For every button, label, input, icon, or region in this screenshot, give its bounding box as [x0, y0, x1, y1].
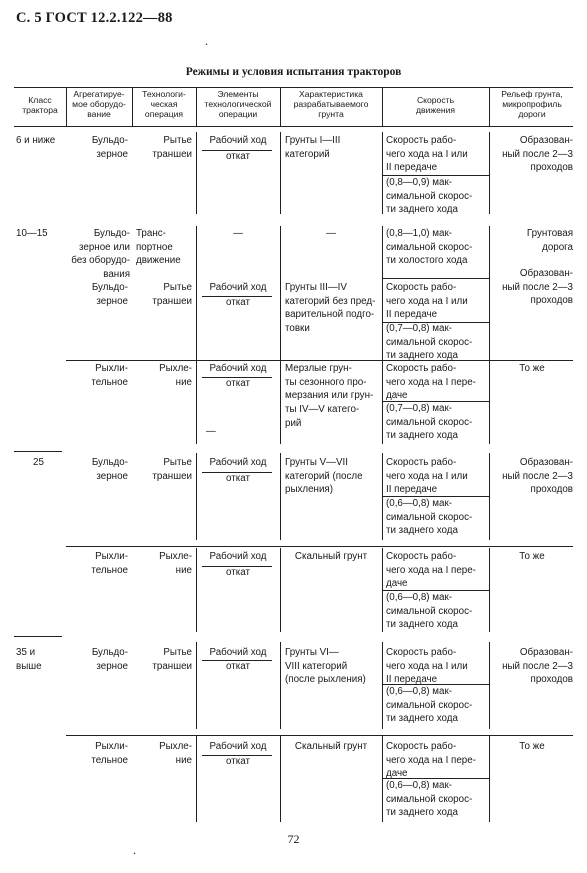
element-return: откат [226, 567, 250, 578]
element-work: Рабочий ход [209, 741, 267, 752]
equipment-cell: Рыхли- тельное [91, 741, 128, 766]
speed-reverse: (0,7—0,8) мак- симальной скорос- ти заднего хода [386, 323, 473, 362]
element-work: Рабочий ход [209, 551, 267, 562]
speed-reverse: (0,6—0,8) мак- симальной скорос- ти заднего хода [386, 498, 473, 537]
operation-cell: Рытье траншеи [152, 135, 192, 160]
speed-reverse: (0,7—0,8) мак- симальной скорос- ти заднего хода [386, 403, 473, 442]
element-work: Рабочий ход [209, 282, 267, 293]
col-header-elements: Элементы технологической операции [204, 89, 272, 119]
page-number: 72 [287, 832, 300, 846]
operation-cell: Транс- портное движение [136, 228, 181, 267]
speed-work: Скорость рабо- чего хода на I или II передаче [386, 135, 468, 174]
element-return: откат [226, 661, 250, 672]
element-return: откат [226, 473, 250, 484]
soil-cell: Грунты III—IV категорий без пред- варительной подго- товки [285, 282, 376, 335]
relief-cell: Образован- ный после 2—3 проходов [502, 268, 573, 307]
speed-work: Скорость рабо- чего хода на I пере- даче [386, 551, 476, 590]
class-cell: 35 и выше [16, 647, 42, 672]
col-header-speed: Скорость движения [415, 95, 456, 115]
col-header-relief: Рельеф грунта, микропрофиль дороги [501, 89, 563, 119]
speed-reverse: (0,8—0,9) мак- симальной скорос- ти заднего хода [386, 177, 473, 216]
soil-cell: Мерзлые грун- ты сезонного про- мерзания или грун- ты IV—V катего- рий [285, 363, 374, 429]
speed-reverse: (0,6—0,8) мак- симальной скорос- ти заднего хода [386, 592, 473, 631]
equipment-cell: Бульдо- зерное [91, 282, 128, 307]
stray-dash: — [206, 426, 216, 437]
element-dash: — [233, 228, 243, 239]
element-return: откат [226, 378, 250, 389]
soil-cell: Грунты I—III категорий [285, 135, 341, 160]
relief-cell: Образован- ный после 2—3 проходов [502, 647, 573, 686]
element-return: откат [226, 151, 250, 162]
class-cell: 6 и ниже [16, 135, 56, 146]
col-header-equipment: Агрегатируе- мое оборудо- вание [72, 89, 126, 119]
element-work: Рабочий ход [209, 363, 267, 374]
operation-cell: Рытье траншеи [152, 282, 192, 307]
soil-cell: Грунты V—VII категорий (после рыхления) [285, 457, 363, 496]
stray-mark: . [133, 843, 136, 857]
col-header-operation: Технологи- ческая операция [142, 89, 186, 119]
speed-idle: (0,8—1,0) мак- симальной скорос- ти холостого хода [386, 228, 473, 267]
speed-reverse: (0,6—0,8) мак- симальной скорос- ти заднего хода [386, 780, 473, 819]
operation-cell: Рыхле- ние [159, 741, 192, 766]
operation-cell: Рытье траншеи [152, 647, 192, 672]
equipment-cell: Бульдо- зерное или без оборудо- вания [71, 228, 130, 281]
relief-cell: Грунтовая дорога [526, 228, 573, 253]
col-header-soil: Характеристика разрабатываемого грунта [293, 89, 369, 119]
soil-cell: Грунты VI— VIII категорий (после рыхления) [285, 647, 366, 686]
relief-cell: Образован- ный после 2—3 проходов [502, 135, 573, 174]
soil-cell: Скальный грунт [294, 551, 368, 562]
relief-cell: То же [519, 741, 545, 752]
speed-work: Скорость рабо- чего хода на I пере- даче [386, 363, 476, 402]
page-header: С. 5 ГОСТ 12.2.122—88 [16, 10, 173, 26]
stray-mark: . [205, 34, 208, 48]
class-cell: 25 [33, 457, 44, 468]
equipment-cell: Бульдо- зерное [91, 647, 128, 672]
speed-reverse: (0,6—0,8) мак- симальной скорос- ти заднего хода [386, 686, 473, 725]
element-work: Рабочий ход [209, 647, 267, 658]
col-header-class: Класс трактора [22, 95, 58, 115]
relief-cell: То же [519, 551, 545, 562]
operation-cell: Рыхле- ние [159, 551, 192, 576]
equipment-cell: Бульдо- зерное [91, 135, 128, 160]
element-return: откат [226, 756, 250, 767]
relief-cell: Образован- ный после 2—3 проходов [502, 457, 573, 496]
table-title: Режимы и условия испытания тракторов [185, 66, 402, 78]
equipment-cell: Рыхли- тельное [91, 551, 128, 576]
element-work: Рабочий ход [209, 135, 267, 146]
speed-work: Скорость рабо- чего хода на I или II передаче [386, 457, 468, 496]
equipment-cell: Бульдо- зерное [91, 457, 128, 482]
speed-work: Скорость рабо- чего хода на I пере- даче [386, 741, 476, 780]
soil-cell: Скальный грунт [294, 741, 368, 752]
operation-cell: Рытье траншеи [152, 457, 192, 482]
element-work: Рабочий ход [209, 457, 267, 468]
element-return: откат [226, 297, 250, 308]
class-cell: 10—15 [16, 228, 48, 239]
speed-work: Скорость рабо- чего хода на I или II передаче [386, 647, 468, 686]
equipment-cell: Рыхли- тельное [91, 363, 128, 388]
soil-dash: — [326, 228, 336, 239]
operation-cell: Рыхле- ние [159, 363, 192, 388]
speed-work: Скорость рабо- чего хода на I или II передаче [386, 282, 468, 321]
relief-cell: То же [519, 363, 545, 374]
